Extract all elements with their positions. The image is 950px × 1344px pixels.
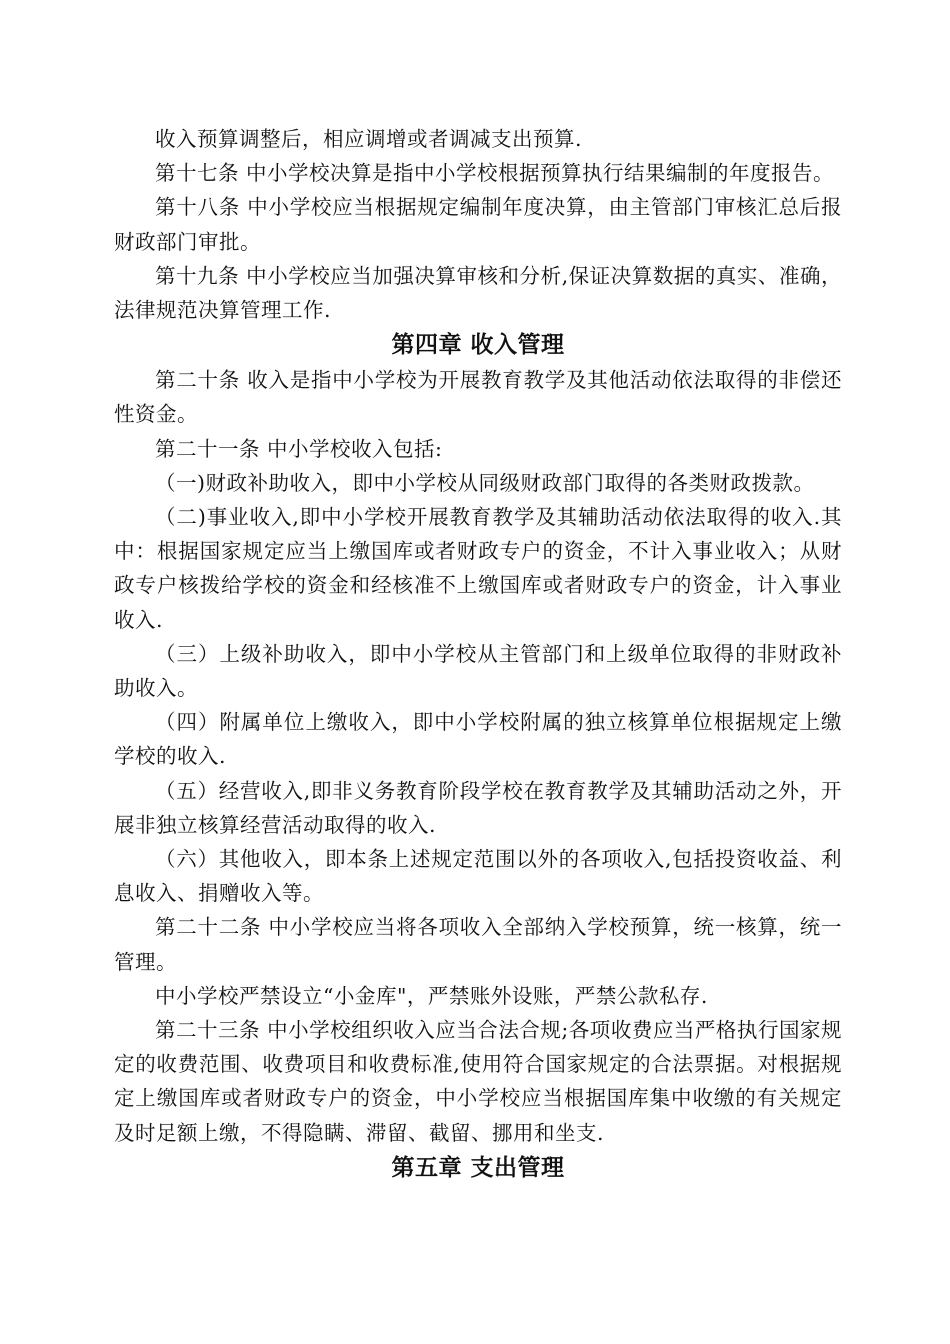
income-item-6: （六）其他收入，即本条上述规定范围以外的各项收入,包括投资收益、利息收入、捐赠收入等。	[114, 847, 842, 906]
article-18: 第十八条 中小学校应当根据规定编制年度决算，由主管部门审核汇总后报财政部门审批。	[114, 195, 842, 254]
paragraph: 中小学校严禁设立“小金库"，严禁账外设账，严禁公款私存.	[155, 983, 708, 1008]
document-body	[114, 122, 842, 1186]
income-item-5: （五）经营收入,即非义务教育阶段学校在教育教学及其辅助活动之外，开展非独立核算经营活动取得的收入.	[114, 778, 842, 837]
chapter-5-heading: 第五章 支出管理	[391, 1154, 565, 1181]
income-item-3: （三）上级补助收入，即中小学校从主管部门和上级单位取得的非财政补助收入。	[114, 641, 842, 701]
income-item-1: （一)财政补助收入，即中小学校从同级财政部门取得的各类财政拨款。	[155, 470, 815, 495]
article-17: 第十七条 中小学校决算是指中小学校根据预算执行结果编制的年度报告。	[155, 161, 835, 186]
article-21: 第二十一条 中小学校收入包括:	[155, 436, 443, 461]
article-22: 第二十二条 中小学校应当将各项收入全部纳入学校预算，统一核算，统一管理。	[114, 915, 842, 974]
article-23: 第二十三条 中小学校组织收入应当合法合规;各项收费应当严格执行国家规定的收费范围、收费项目和收费标准,使用符合国家规定的合法票据。对根据规定上缴国库或者财政专户的资金，中小学校应当根据国库集中收缴的有关规定及时足额上缴，不得隐瞒、滞留、截留、挪用和坐支.	[114, 1018, 842, 1145]
article-20: 第二十条 收入是指中小学校为开展教育教学及其他活动依法取得的非偿还性资金。	[114, 368, 842, 427]
income-item-4: （四）附属单位上缴收入，即中小学校附属的独立核算单位根据规定上缴学校的收入.	[114, 710, 842, 769]
income-item-2: （二)事业收入,即中小学校开展教育教学及其辅助活动依法取得的收入.其中：根据国家规定应当上缴国库或者财政专户的资金，不计入事业收入；从财政专户核拨给学校的资金和经核准不上缴国库或者财政专户的资金，计入事业收入.	[114, 505, 842, 632]
article-19: 第十九条 中小学校应当加强决算审核和分析,保证决算数据的真实、准确，法律规范决算管理工作.	[114, 263, 842, 323]
paragraph: 收入预算调整后，相应调增或者调减支出预算.	[155, 127, 583, 151]
chapter-4-heading: 第四章 收入管理	[391, 332, 565, 359]
